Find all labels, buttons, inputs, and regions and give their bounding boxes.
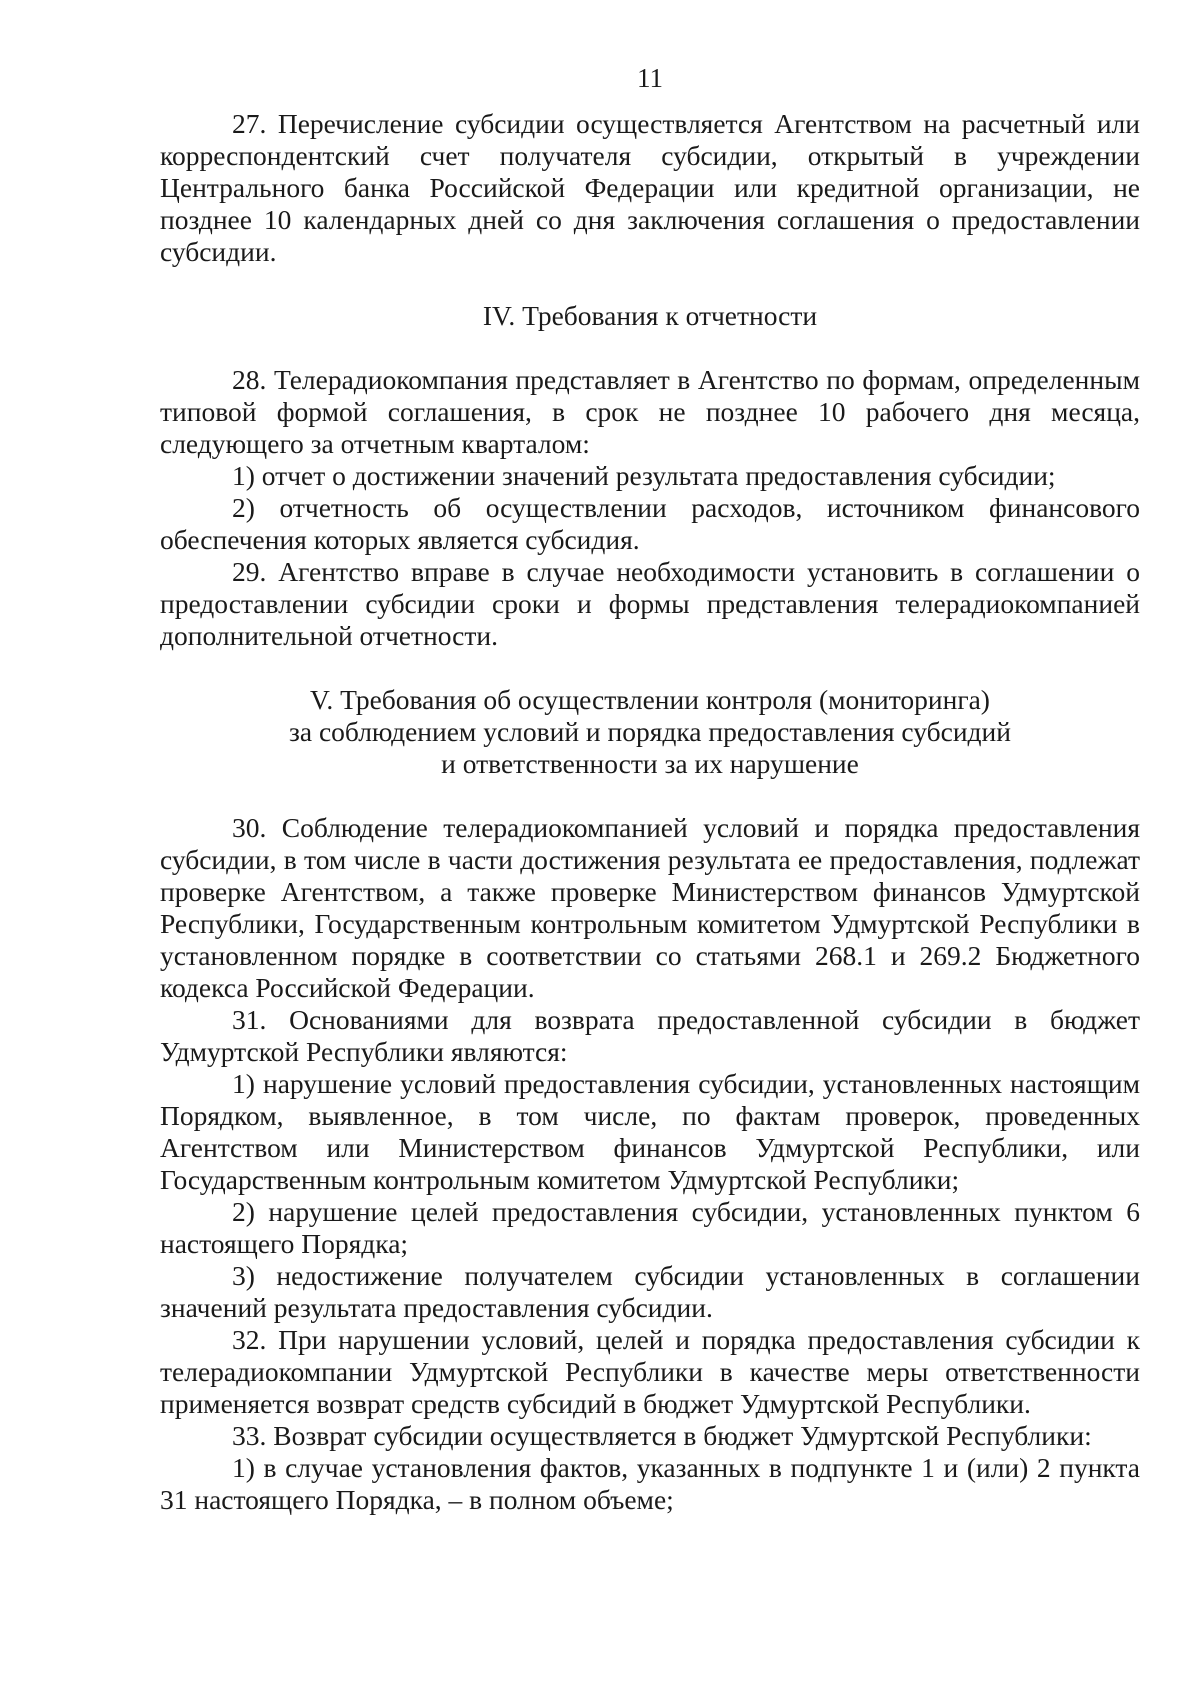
section-5-heading	[160, 684, 1140, 780]
paragraph-32: 32. При нарушении условий, целей и порядка предоставления субсидии к телерадиокомпании Удмуртской Республики в качестве меры ответственности применяется возврат средств субсидий в бюджет Удмуртской Республики.	[160, 1324, 1140, 1419]
paragraph-33: 33. Возврат субсидии осуществляется в бюджет Удмуртской Республики:	[232, 1420, 1092, 1451]
paragraph-31: 31. Основаниями для возврата предоставленной субсидии в бюджет Удмуртской Республики являются:	[160, 1004, 1140, 1067]
section-4-heading: IV. Требования к отчетности	[482, 300, 818, 331]
paragraph-29: 29. Агентство вправе в случае необходимости установить в соглашении о предоставлении субсидии сроки и формы представления телерадиокомпанией дополнительной отчетности.	[160, 556, 1140, 651]
section-5-heading-line-3: и ответственности за их нарушение	[441, 748, 859, 779]
paragraph-28: 28. Телерадиокомпания представляет в Агентство по формам, определенным типовой формой соглашения, в срок не позднее 10 рабочего дня месяца, следующего за отчетным кварталом:	[160, 364, 1140, 459]
document-page	[160, 62, 1140, 1516]
paragraph-30: 30. Соблюдение телерадиокомпанией условий и порядка предоставления субсидии, в том числе в части достижения результата ее предоставления, подлежат проверке Агентством, а также проверке Министерством финансов Удмуртской Республики, Государственным контрольным комитетом Удмуртской Республики в установленном порядке в соответствии со статьями 268.1 и 269.2 Бюджетного кодекса Российской Федерации.	[160, 812, 1140, 1003]
paragraph-31-item-3: 3) недостижение получателем субсидии установленных в соглашении значений результата предоставления субсидии.	[160, 1260, 1140, 1323]
paragraph-31-item-2: 2) нарушение целей предоставления субсидии, установленных пунктом 6 настоящего Порядка;	[160, 1196, 1140, 1259]
section-5-heading-line-1: V. Требования об осуществлении контроля (мониторинга)	[310, 684, 990, 715]
paragraph-31-item-1: 1) нарушение условий предоставления субсидии, установленных настоящим Порядком, выявленное, в том числе, по фактам проверок, проведенных Агентством или Министерством финансов Удмуртской Республики, или Государственным контрольным комитетом Удмуртской Республики;	[160, 1068, 1140, 1195]
paragraph-27: 27. Перечисление субсидии осуществляется Агентством на расчетный или корреспондентский счет получателя субсидии, открытый в учреждении Центрального банка Российской Федерации или кредитной организации, не позднее 10 календарных дней со дня заключения соглашения о предоставлении субсидии.	[160, 108, 1140, 267]
section-5-heading-line-2: за соблюдением условий и порядка предоставления субсидий	[289, 716, 1011, 747]
paragraph-28-item-1: 1) отчет о достижении значений результата предоставления субсидии;	[232, 460, 1056, 491]
page-number: 11	[637, 63, 663, 93]
paragraph-33-item-1: 1) в случае установления фактов, указанных в подпункте 1 и (или) 2 пункта 31 настоящего Порядка, – в полном объеме;	[160, 1452, 1140, 1515]
paragraph-28-item-2: 2) отчетность об осуществлении расходов, источником финансового обеспечения которых является субсидия.	[160, 492, 1140, 555]
